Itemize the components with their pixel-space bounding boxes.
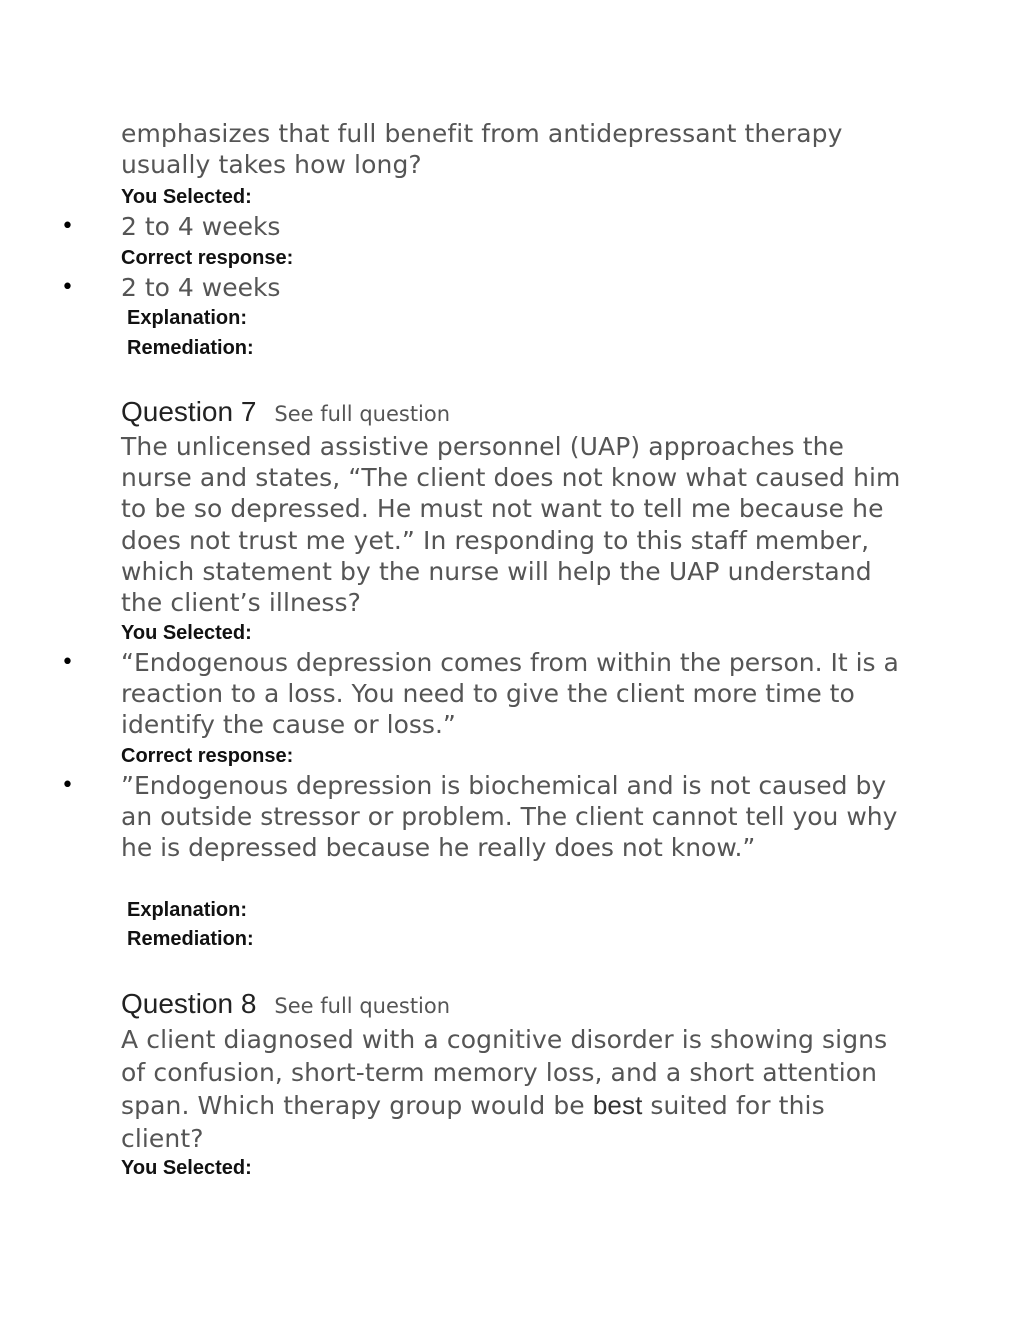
question-emphasis: best (592, 1090, 643, 1120)
bullet-icon: • (61, 275, 74, 300)
remediation-label: Remediation: (127, 337, 254, 359)
correct-answer: 2 to 4 weeks (121, 273, 281, 302)
you-selected-label: You Selected: (121, 1157, 252, 1179)
correct-answer: ”Endogenous depression is biochemical and is not caused by an outside stressor or problem. The client cannot tell you why he is depressed because he really does not know.” (121, 771, 898, 863)
explanation-label: Explanation: (127, 307, 248, 329)
bullet-icon: • (61, 650, 74, 675)
question-title: Question 7 (121, 396, 257, 427)
bullet-icon: • (61, 214, 74, 239)
question-text (121, 1023, 911, 1155)
correct-response-label: Correct response: (121, 745, 294, 767)
question-title: Question 8 (121, 988, 257, 1019)
question-text-part: A client diagnosed with a cognitive disorder is showing signs of confusion, short-term memory loss, and a short attention span. Which therapy group would be (121, 1025, 888, 1120)
question-text: The unlicensed assistive personnel (UAP) approaches the nurse and states, “The client does not know what caused him to be so depressed. He must not want to tell me because he does not trust me yet.” In responding to this staff member, which statement by the nurse will help the UAP understand the client’s illness? (121, 432, 901, 618)
selected-answer: “Endogenous depression comes from within the person. It is a reaction to a loss. You need to give the client more time to identify the cause or loss.” (121, 648, 899, 740)
question-text-part: suited for this client? (121, 1091, 825, 1153)
see-full-question-link[interactable]: See full question (274, 402, 451, 426)
question-text-continued: emphasizes that full benefit from antidepressant therapy usually takes how long? (121, 119, 843, 180)
remediation-label: Remediation: (127, 928, 254, 950)
see-full-question-link[interactable]: See full question (274, 994, 451, 1018)
question-header (121, 396, 450, 428)
correct-response-label: Correct response: (121, 247, 294, 269)
you-selected-label: You Selected: (121, 186, 252, 208)
you-selected-label: You Selected: (121, 622, 252, 644)
explanation-label: Explanation: (127, 899, 248, 921)
selected-answer: 2 to 4 weeks (121, 212, 281, 241)
bullet-icon: • (61, 773, 74, 798)
question-header (121, 988, 450, 1020)
